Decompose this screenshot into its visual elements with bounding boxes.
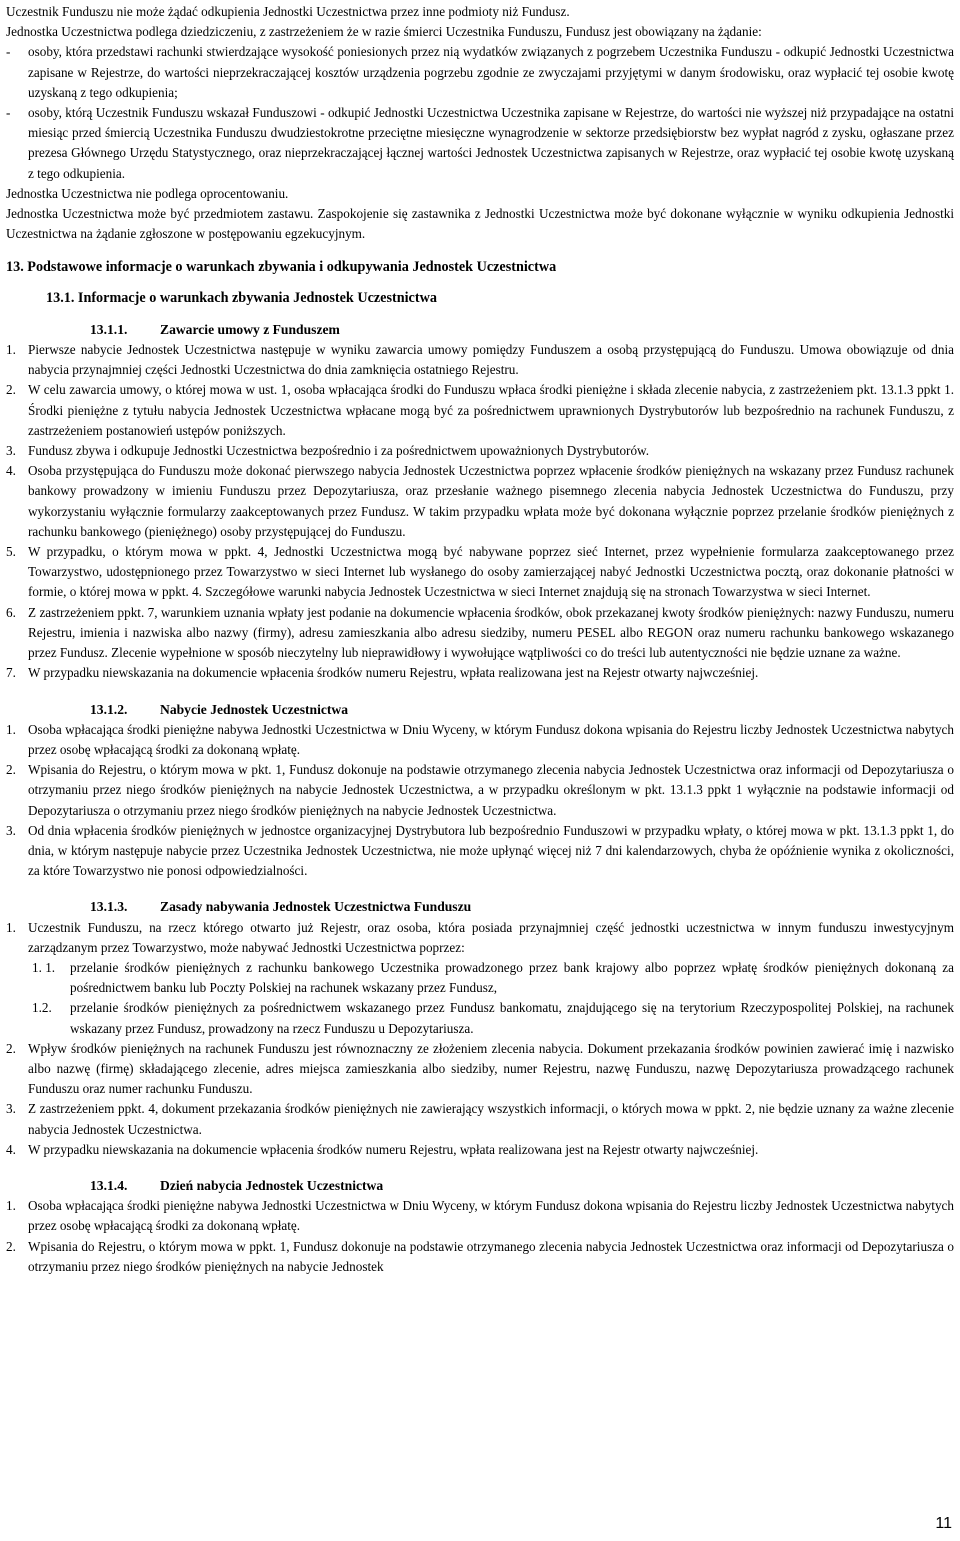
list-item-text: Wpisania do Rejestru, o którym mowa w ppkt. 1, Fundusz dokonuje na podstawie otrzymanego zlecenia nabycia Jednostek Uczestnictwa oraz informacji od Depozytariusza o otrzymaniu przez niego środków pieniężnych na nabycie Jednostek [28,1238,954,1274]
sublist-item [6,958,954,998]
list-item [6,1039,954,1100]
dash-item-text: osoby, która przedstawi rachunki stwierdzające wysokość poniesionych przez nią wydatków związanych z pogrzebem Uczestnika Funduszu - odkupić Jednostki Uczestnictwa zapisane w Rejestrze, do wartości nieprzekraczającej kosztów urządzenia pogrzebu zgodnie ze zwyczajami przyjętymi w danym środowisku, oraz wypłacić tej osobie kwotę uzyskaną z tego odkupienia; [28,44,954,100]
list-item-number: 6. [6,604,16,620]
section-13-1-4-list [6,1196,954,1277]
list-item [6,760,954,821]
section-13-1-1-list [6,340,954,683]
list-item-number: 1. 1. [32,959,56,975]
list-item-number: 5. [6,544,16,560]
list-item-number: 4. [6,463,16,479]
page-number: 11 [935,1515,952,1532]
section-13-1-heading: 13.1. Informacje o warunkach zbywania Jednostek Uczestnictwa [46,289,437,306]
intro-dash-item [6,103,954,184]
list-item-number: 2. [6,1238,16,1254]
list-item [6,918,954,958]
list-item-number: 1.2. [32,1000,52,1016]
list-item-text: W przypadku niewskazania na dokumencie wpłacenia środków numeru Rejestru, wpłata realizowana jest na Rejestr otwarty najwcześniej. [28,1141,759,1157]
section-title: Dzień nabycia Jednostek Uczestnictwa [160,1177,384,1193]
section-13-1-3-heading [6,897,954,917]
section-13-1-4-heading [6,1176,954,1196]
list-item-text: W celu zawarcia umowy, o której mowa w ust. 1, osoba wpłacająca środki do Funduszu wpłaca środki pieniężne i składa zlecenie nabycia, z zastrzeżeniem pkt. 13.1.3 ppkt 1. Środki pieniężne z tytułu nabycia Jednostek Uczestnictwa wpłacane mogą być za pośrednictwem uprawnionych Dystrybutorów lub bezpośrednio na rachunek Funduszu, z zastrzeżeniem postanowień ustępów poniższych. [28,382,954,438]
list-item-number: 3. [6,443,16,459]
list-item [6,603,954,664]
dash-item-text: osoby, którą Uczestnik Funduszu wskazał Funduszowi - odkupić Jednostki Uczestnictwa Uczestnika zapisane w Rejestrze, do wartości nie wyższej niż przypadające na ostatni miesiąc przed śmiercią Uczestnika Funduszu dwudziestokrotne przeciętne miesięczne wynagrodzenie w sektorze przedsiębiorstw bez wypłat nagród z zysku, ogłaszane przez prezesa Głównego Urzędu Statystycznego, oraz nieprzekraczającej łącznej wartości Jednostek Uczestnictwa zapisanych w Rejestrze, oraz wypłacić tej osobie kwotę uzyskaną z tego odkupienia. [28,105,954,181]
section-13-heading: 13. Podstawowe informacje o warunkach zbywania i odkupywania Jednostek Uczestnictwa [6,259,557,276]
list-item-number: 7. [6,665,16,681]
dash-marker: - [6,105,11,121]
list-item [6,663,954,683]
section-13-1-1-heading [6,320,954,340]
list-item [6,461,954,542]
list-item-number: 1. [6,342,16,358]
sublist-item [6,998,954,1038]
list-item [6,720,954,760]
section-number: 13.1.2. [90,701,128,717]
list-item-number: 2. [6,382,16,398]
list-item-text: przelanie środków pieniężnych z rachunku bankowego Uczestnika prowadzonego przez bank krajowy albo poprzez wpłatę środków pieniężnych dokonaną za pośrednictwem banku lub Poczty Polskiej na rachunek wskazany przez Fundusz, [70,959,954,996]
list-item-number: 2. [6,1040,16,1056]
list-item-text: Fundusz zbywa i odkupuje Jednostki Uczestnictwa bezpośrednio i za pośrednictwem upoważnionych Dystrybutorów. [28,443,650,459]
intro-dash-item [6,42,954,103]
section-title: Zawarcie umowy z Funduszem [160,321,340,337]
section-13-1-3-list [6,1039,954,1160]
list-item-number: 1. [6,1198,16,1214]
section-13-1-2-list [6,720,954,882]
section-number: 13.1.3. [90,899,128,915]
list-item [6,1196,954,1236]
list-item [6,821,954,882]
list-item-number: 2. [6,762,16,778]
intro-line-2: Jednostka Uczestnictwa podlega dziedziczeniu, z zastrzeżeniem że w razie śmierci Uczestnika Funduszu, Fundusz jest obowiązany na żądanie: [6,24,762,40]
section-number: 13.1.1. [90,321,128,337]
list-item-text: przelanie środków pieniężnych za pośrednictwem wskazanego przez Fundusz bankomatu, znajdującego się na terytorium Rzeczypospolitej Polskiej, na rachunek wskazany przez Fundusz, prowadzony na rzecz Funduszu u Depozytariusza. [70,1000,954,1036]
list-item-number: 1. [6,919,16,935]
section-13-1-3-sublist [6,958,954,1039]
dash-marker: - [6,44,11,60]
section-number: 13.1.4. [90,1177,128,1193]
section-13-1-2-heading [6,700,954,720]
list-item [6,1140,954,1160]
list-item-number: 1. [6,721,16,737]
document-page [6,2,954,1277]
list-item [6,380,954,441]
list-item [6,441,954,461]
section-title: Nabycie Jednostek Uczestnictwa [160,701,349,717]
list-item-number: 3. [6,1101,16,1117]
list-item-text: W przypadku niewskazania na dokumencie wpłacenia środków numeru Rejestru, wpłata realizowana jest na Rejestr otwarty najwcześniej. [28,665,759,681]
intro-line-3: Jednostka Uczestnictwa nie podlega oprocentowaniu. [6,185,289,201]
list-item-text: Osoba przystępująca do Funduszu może dokonać pierwszego nabycia Jednostek Uczestnictwa poprzez wpłacenie środków pieniężnych na wskazany przez Fundusz rachunek bankowy prowadzony w imieniu Funduszu przez Depozytariusza, oraz przesłanie ważnego pisemnego zlecenia nabycia Jednostek Uczestnictwa do Funduszu, przy wykorzystaniu wyłącznie formularzy zaakceptowanych przez Fundusz. W takim przypadku wpłata może być dokonana wyłącznie poprzez przelanie środków pieniężnych z rachunku bankowego (pieniężnego) osoby przystępującej do Funduszu. [28,463,954,539]
list-item-text: Od dnia wpłacenia środków pieniężnych w jednostce organizacyjnej Dystrybutora lub bezpośrednio Funduszowi w przypadku wpłaty, o której mowa w pkt. 13.1.3 ppkt 1, do dnia, w którym następuje nabycie przez Uczestnika Jednostek Uczestnictwa, nie może upłynąć więcej niż 7 dni kalendarzowych, chyba że opóźnienie wynika z okoliczności, za które Towarzystwo nie ponosi odpowiedzialności. [28,822,954,879]
list-item [6,1237,954,1277]
intro-line-1: Uczestnik Funduszu nie może żądać odkupienia Jednostki Uczestnictwa przez inne podmioty niż Fundusz. [6,4,570,19]
list-item-number: 4. [6,1141,16,1157]
list-item [6,1099,954,1139]
list-item-number: 3. [6,822,16,838]
list-item-text: Pierwsze nabycie Jednostek Uczestnictwa następuje w wyniku zawarcia umowy pomiędzy Funduszem a osobą przystępującą do Funduszu. Umowa obowiązuje od dnia nabycia przynajmniej części Jednostki Uczestnictwa do dnia zamknięcia ostatniego Rejestru. [28,342,954,378]
list-item-text: Uczestnik Funduszu, na rzecz którego otwarto już Rejestr, oraz osoba, która posiada przynajmniej część jednostki uczestnictwa w innym funduszu inwestycyjnym zarządzanym przez Towarzystwo, może nabywać Jednostki Uczestnictwa poprzez: [28,919,954,955]
list-item-text: Osoba wpłacająca środki pieniężne nabywa Jednostki Uczestnictwa w Dniu Wyceny, w którym Fundusz dokona wpisania do Rejestru liczby Jednostek Uczestnictwa nabytych przez osobę wpłacającą środki za dokonaną wpłatę. [28,1198,954,1234]
list-item-text: Wpływ środków pieniężnych na rachunek Funduszu jest równoznaczny ze złożeniem zlecenia nabycia. Dokument przekazania środków powinien zawierać imię i nazwisko albo nazwę (firmę) składającego zlecenie, adres miejsca zamieszkania albo siedziby, numer Rejestru, nazwę Funduszu, nazwę Depozytariusza prowadzącego rachunek Funduszu oraz numer rachunku Funduszu. [28,1040,954,1097]
list-item-text: Z zastrzeżeniem ppkt. 4, dokument przekazania środków pieniężnych nie zawierający wszystkich informacji, o których mowa w ppkt. 2, nie będzie uznany za ważne zlecenie nabycia Jednostek Uczestnictwa. [28,1101,954,1137]
list-item-text: W przypadku, o którym mowa w ppkt. 4, Jednostki Uczestnictwa mogą być nabywane poprzez sieć Internet, przez wypełnienie formularza zaakceptowanego przez Towarzystwo, udostępnionego przez Towarzystwo w sieci Internet lub wysłanego do osoby zamierzającej nabyć Jednostki Uczestnictwa pocztą, oraz dokonanie płatności w formie, o której mowa w ppkt. 4. Szczegółowe warunki nabycia Jednostek Uczestnictwa w sieci Internet znajdują się na stronach Towarzystwa w sieci Internet. [28,544,954,600]
list-item-text: Wpisania do Rejestru, o którym mowa w pkt. 1, Fundusz dokonuje na podstawie otrzymanego zlecenia nabycia Jednostek Uczestnictwa oraz informacji od Depozytariusza o otrzymaniu przez niego środków pieniężnych na nabycie Jednostek Uczestnictwa, a w przypadku określonym w pkt. 13.1.3 ppkt 1 wyłącznie na podstawie informacji od Depozytariusza o otrzymaniu przez niego środków pieniężnych na nabycie Jednostek Uczestnictwa. [28,762,954,818]
list-item-text: Z zastrzeżeniem ppkt. 7, warunkiem uznania wpłaty jest podanie na dokumencie wpłacenia środków, obok przekazanej kwoty środków pieniężnych: nazwy Funduszu, numeru Rejestru, imienia i nazwiska albo nazwy (firmy), adresu zamieszkania albo adresu siedziby, numeru PESEL albo REGON oraz numeru rachunku bankowego wskazanego przez Fundusz. Zlecenie wypełnione w sposób nieczytelny lub nieprawidłowy i wywołujące wątpliwości co do treści lub autentyczności nie będzie uznane za ważne. [28,604,954,661]
intro-line-4: Jednostka Uczestnictwa może być przedmiotem zastawu. Zaspokojenie się zastawnika z Jednostki Uczestnictwa może być dokonane wyłącznie w wyniku odkupienia Jednostki Uczestnictwa na żądanie zgłoszone w postępowaniu egzekucyjnym. [6,206,954,242]
list-item-text: Osoba wpłacająca środki pieniężne nabywa Jednostki Uczestnictwa w Dniu Wyceny, w którym Fundusz dokona wpisania do Rejestru liczby Jednostek Uczestnictwa nabytych przez osobę wpłacającą środki za dokonaną wpłatę. [28,721,954,757]
list-item [6,340,954,380]
section-title: Zasady nabywania Jednostek Uczestnictwa Funduszu [160,899,472,915]
list-item [6,542,954,603]
